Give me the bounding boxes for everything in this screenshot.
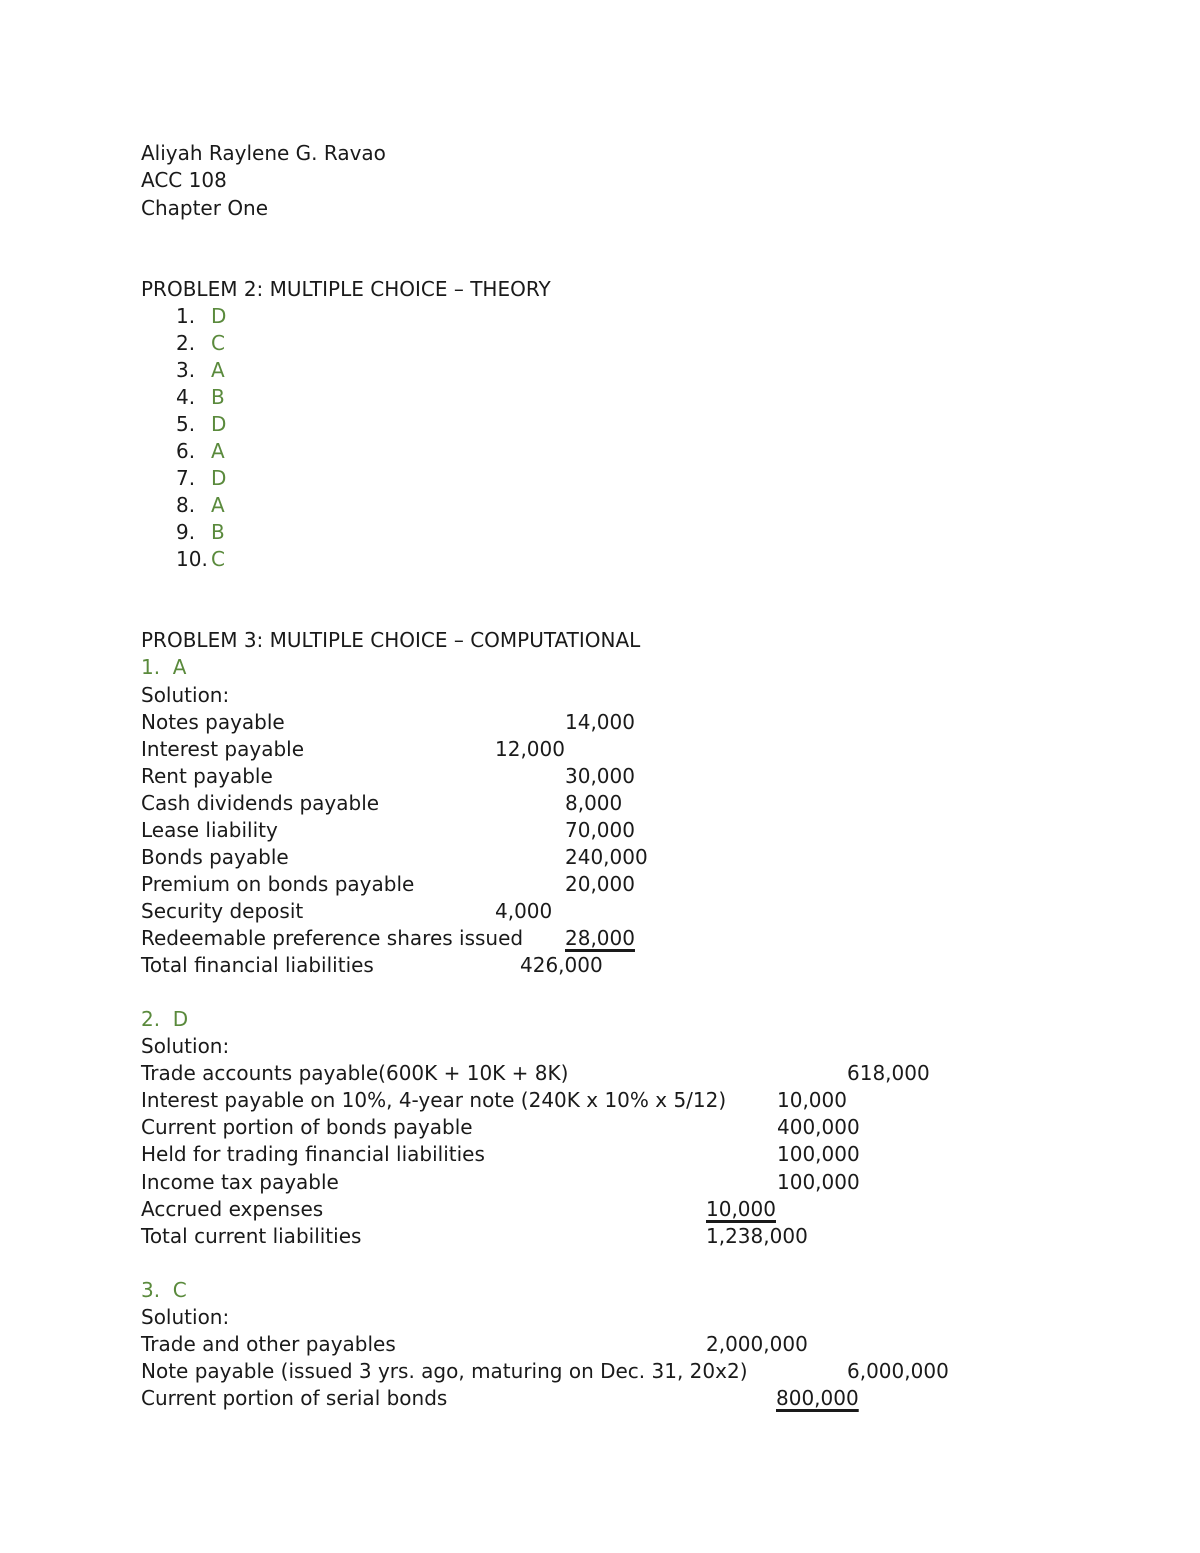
q1-row-label: Premium on bonds payable (141, 872, 415, 896)
q3-row-amount: 800,000 (776, 1386, 859, 1410)
q2-row-label: Current portion of bonds payable (141, 1115, 473, 1139)
q3-row-label: Note payable (issued 3 yrs. ago, maturing on Dec. 31, 20x2) (141, 1359, 748, 1383)
list-item-answer: C (211, 331, 225, 355)
list-item-number: 5. (176, 412, 196, 436)
q2-row-label: Income tax payable (141, 1170, 339, 1194)
q1-total-amount: 426,000 (520, 953, 603, 977)
chapter-title: Chapter One (141, 196, 269, 220)
q1-row-label: Redeemable preference shares issued (141, 926, 524, 950)
q3-row-label: Current portion of serial bonds (141, 1386, 448, 1410)
list-item-number: 9. (176, 520, 196, 544)
problem2-title: PROBLEM 2: MULTIPLE CHOICE – THEORY (141, 277, 551, 301)
q1-row-amount: 28,000 (565, 926, 635, 950)
q1-row-amount: 12,000 (495, 737, 565, 761)
q3-row-amount: 2,000,000 (706, 1332, 808, 1356)
list-item-answer: C (211, 547, 225, 571)
q2-answer: 2. D (141, 1007, 189, 1031)
q1-row-amount: 8,000 (565, 791, 623, 815)
q1-row-label: Interest payable (141, 737, 305, 761)
q1-row-label: Security deposit (141, 899, 304, 923)
q1-row-label: Lease liability (141, 818, 278, 842)
list-item-number: 3. (176, 358, 196, 382)
list-item-answer: D (211, 466, 227, 490)
list-item-number: 8. (176, 493, 196, 517)
q3-solution-label: Solution: (141, 1305, 230, 1329)
list-item-number: 2. (176, 331, 196, 355)
q2-row-label: Accrued expenses (141, 1197, 324, 1221)
q3-answer: 3. C (141, 1278, 187, 1302)
q1-row-amount: 30,000 (565, 764, 635, 788)
q2-row-label: Trade accounts payable(600K + 10K + 8K) (141, 1061, 569, 1085)
list-item-answer: D (211, 304, 227, 328)
list-item-answer: D (211, 412, 227, 436)
list-item-number: 6. (176, 439, 196, 463)
q1-row-label: Cash dividends payable (141, 791, 380, 815)
q1-row-label: Bonds payable (141, 845, 289, 869)
q2-row-label: Interest payable on 10%, 4-year note (240K x 10% x 5/12) (141, 1088, 727, 1112)
list-item-answer: B (211, 520, 225, 544)
list-item-answer: A (211, 493, 225, 517)
q2-row-label: Held for trading financial liabilities (141, 1142, 485, 1166)
list-item-answer: A (211, 358, 225, 382)
q2-total-amount: 1,238,000 (706, 1224, 808, 1248)
list-item-number: 1. (176, 304, 196, 328)
q1-row-amount: 20,000 (565, 872, 635, 896)
q3-row-label: Trade and other payables (141, 1332, 396, 1356)
q2-solution-label: Solution: (141, 1034, 230, 1058)
q1-row-amount: 240,000 (565, 845, 648, 869)
q2-row-amount: 100,000 (777, 1142, 860, 1166)
course-code: ACC 108 (141, 168, 227, 192)
q2-row-amount: 100,000 (777, 1170, 860, 1194)
list-item-number: 10. (176, 547, 208, 571)
list-item-answer: A (211, 439, 225, 463)
q2-row-amount: 10,000 (706, 1197, 776, 1221)
q1-row-amount: 70,000 (565, 818, 635, 842)
q1-answer: 1. A (141, 655, 187, 679)
q2-row-amount: 400,000 (777, 1115, 860, 1139)
q1-total-label: Total financial liabilities (141, 953, 374, 977)
student-name: Aliyah Raylene G. Ravao (141, 141, 386, 165)
list-item-number: 4. (176, 385, 196, 409)
q1-solution-label: Solution: (141, 683, 230, 707)
q1-row-amount: 4,000 (495, 899, 553, 923)
q3-row-amount: 6,000,000 (847, 1359, 949, 1383)
list-item-answer: B (211, 385, 225, 409)
q2-row-amount: 10,000 (777, 1088, 847, 1112)
q1-row-amount: 14,000 (565, 710, 635, 734)
q2-row-amount: 618,000 (847, 1061, 930, 1085)
list-item-number: 7. (176, 466, 196, 490)
problem3-title: PROBLEM 3: MULTIPLE CHOICE – COMPUTATIONAL (141, 628, 641, 652)
q1-row-label: Notes payable (141, 710, 285, 734)
q1-row-label: Rent payable (141, 764, 273, 788)
q2-total-label: Total current liabilities (141, 1224, 362, 1248)
